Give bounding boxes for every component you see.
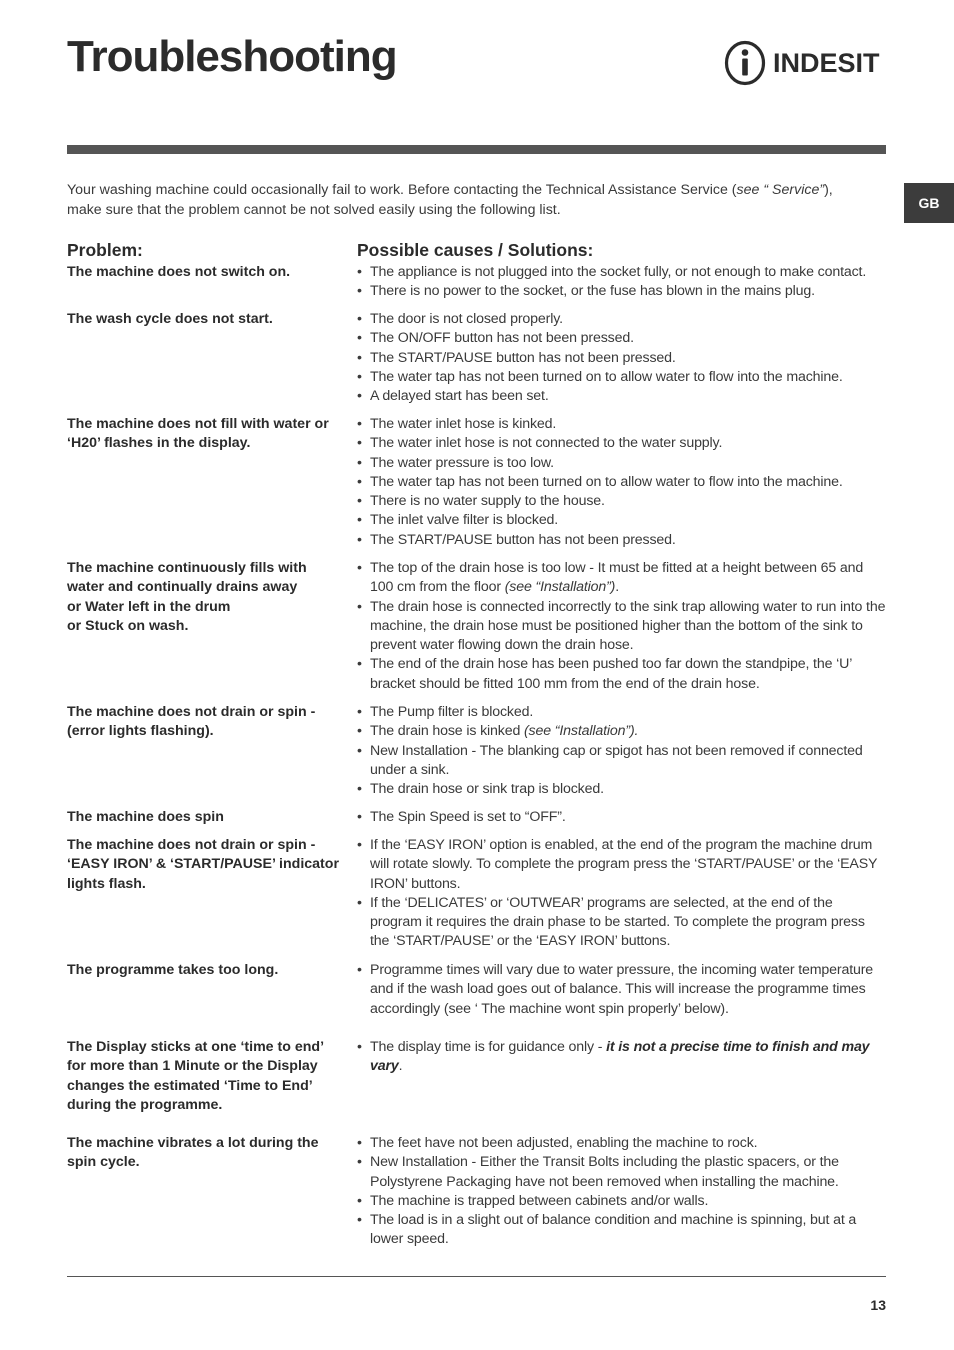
language-tab: GB — [904, 183, 954, 223]
problem-line: The wash cycle does not start. — [67, 311, 273, 327]
cause-item: • The end of the drain hose has been pushed too far down the standpipe, the ‘U’ bracket should be fitted 100 mm from the end of the drain hose. — [357, 655, 887, 694]
problem-text — [67, 263, 345, 282]
cause-list — [357, 836, 887, 952]
problem-text — [67, 703, 345, 742]
intro-text-1: Your washing machine could occasionally fail to work. Before contacting the Technical Assistance Service ( — [67, 182, 737, 198]
problem-text — [67, 961, 345, 980]
problem-line: The machine does not switch on. — [67, 264, 291, 280]
cause-item: • The Spin Speed is set to “OFF”. — [357, 808, 887, 827]
problem-line: The machine continuously fills with water and continually drains away — [67, 560, 307, 596]
intro-text-2: ), make sure that the problem cannot be not solved easily using the following list. — [67, 182, 833, 218]
cause-item: • The inlet valve filter is blocked. — [357, 511, 887, 530]
page-number: 13 — [870, 1297, 886, 1313]
cause-item: • The water pressure is too low. — [357, 454, 887, 473]
page-title: Troubleshooting — [67, 32, 397, 81]
cause-item: • The water tap has not been turned on to allow water to flow into the machine. — [357, 473, 887, 492]
problem-line: The machine does spin — [67, 809, 224, 825]
cause-item: • There is no water supply to the house. — [357, 492, 887, 511]
problem-text — [67, 836, 345, 894]
cause-list — [357, 1134, 887, 1250]
problem-line: The machine does not drain or spin - ‘EASY IRON’ & ‘START/PAUSE’ indicator lights flash. — [67, 837, 339, 892]
problem-line: The machine does not fill with water or ‘H20’ flashes in the display. — [67, 416, 329, 452]
intro-service-ref: see “ Service” — [736, 182, 825, 198]
problem-line: The machine does not drain or spin - (error lights flashing). — [67, 704, 316, 740]
problem-text — [67, 1134, 345, 1173]
cause-list — [357, 415, 887, 550]
indesit-i-logo-icon — [724, 40, 766, 86]
cause-item: • There is no power to the socket, or the fuse has blown in the mains plug. — [357, 282, 887, 301]
problem-line: The machine vibrates a lot during the spin cycle. — [67, 1135, 319, 1171]
cause-item: • The drain hose is connected incorrectly to the sink trap allowing water to run into the machine, the drain hose must be positioned higher than the bottom of the sink to prevent water flowing down the drain hose. — [357, 598, 887, 656]
cause-item: • New Installation - Either the Transit Bolts including the plastic spacers, or the Polystyrene Packaging have not been removed when installing the machine. — [357, 1153, 887, 1192]
cause-list — [357, 961, 887, 1019]
intro-paragraph — [67, 180, 867, 220]
brand-name: INDESIT — [773, 47, 880, 78]
cause-item: • The water tap has not been turned on to allow water to flow into the machine. — [357, 368, 887, 387]
brand-logo — [724, 40, 880, 86]
problem-text — [67, 808, 345, 827]
footer-divider — [67, 1276, 886, 1277]
problem-line: or Water left in the drum — [67, 598, 231, 615]
problem-text — [67, 559, 345, 636]
cause-item: • If the ‘DELICATES’ or ‘OUTWEAR’ programs are selected, at the end of the program it requires the drain phase to be started. To complete the program press the ‘START/PAUSE’ or the ‘EASY IRON’ buttons. — [357, 894, 887, 952]
cause-item: • The water inlet hose is not connected to the water supply. — [357, 434, 887, 453]
cause-item: • The START/PAUSE button has not been pressed. — [357, 349, 887, 368]
cause-item: • The ON/OFF button has not been pressed. — [357, 329, 887, 348]
problem-column-heading: Problem: — [67, 240, 143, 260]
cause-item: • The START/PAUSE button has not been pressed. — [357, 531, 887, 550]
cause-item: • The display time is for guidance only - it is not a precise time to finish and may vary. — [357, 1038, 887, 1077]
cause-item: • If the ‘EASY IRON’ option is enabled, at the end of the program the machine drum will rotate slowly. To complete the program press the ‘START/PAUSE’ or the ‘EASY IRON’ buttons. — [357, 836, 887, 894]
cause-item: • Programme times will vary due to water pressure, the incoming water temperature and if the wash load goes out of balance. This will increase the programme times accordingly (see ‘ The machine wont spin properly’ below). — [357, 961, 887, 1019]
cause-item: • The drain hose is kinked (see “Installation”). — [357, 722, 887, 741]
problem-text — [67, 1038, 345, 1115]
cause-item: • The appliance is not plugged into the socket fully, or not enough to make contact. — [357, 263, 887, 282]
cause-list — [357, 263, 887, 302]
cause-item: • The machine is trapped between cabinets and/or walls. — [357, 1192, 887, 1211]
cause-item: • The load is in a slight out of balance condition and machine is spinning, but at a lower speed. — [357, 1211, 887, 1250]
cause-list — [357, 808, 887, 827]
problem-line: or Stuck on wash. — [67, 617, 189, 634]
cause-list — [357, 703, 887, 799]
header-divider — [67, 145, 886, 154]
cause-list — [357, 1038, 887, 1077]
cause-item: • New Installation - The blanking cap or spigot has not been removed if connected under a sink. — [357, 742, 887, 781]
problem-line: The Display sticks at one ‘time to end’ for more than 1 Minute or the Display changes the estimated ‘Time to End’ during the programme. — [67, 1039, 324, 1113]
cause-item: • The door is not closed properly. — [357, 310, 887, 329]
cause-item: • The feet have not been adjusted, enabling the machine to rock. — [357, 1134, 887, 1153]
problem-line: The programme takes too long. — [67, 962, 279, 978]
cause-item: • The Pump filter is blocked. — [357, 703, 887, 722]
problem-text — [67, 310, 345, 329]
cause-item: • The top of the drain hose is too low - It must be fitted at a height between 65 and 100 cm from the floor (see “Installation”). — [357, 559, 887, 598]
cause-item: • The drain hose or sink trap is blocked. — [357, 780, 887, 799]
cause-item: • The water inlet hose is kinked. — [357, 415, 887, 434]
cause-list — [357, 310, 887, 406]
causes-column-heading: Possible causes / Solutions: — [357, 240, 594, 260]
cause-list — [357, 559, 887, 694]
cause-item: • A delayed start has been set. — [357, 387, 887, 406]
problem-text — [67, 415, 345, 454]
